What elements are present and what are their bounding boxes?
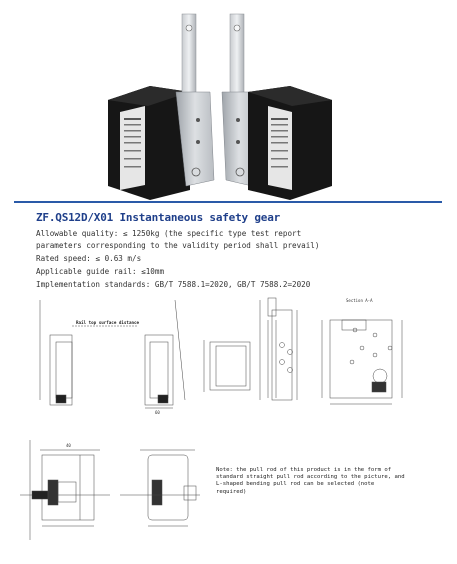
product-photo	[0, 0, 457, 200]
spec-guide-rail: Applicable guide rail: ≤10mm	[36, 267, 165, 276]
rail-top-label: Rail top surface distance	[76, 320, 140, 325]
pull-rod-note: Note: the pull rod of this product is in the form of standard straight pull rod according to the picture, and L-shaped bending pull rod can be selected (note required)	[216, 467, 405, 495]
spec-allowable-quality-cont: parameters corresponding to the validity period shall prevail)	[36, 241, 320, 250]
drawing-top-view-left	[20, 440, 110, 540]
technical-drawings	[0, 290, 457, 560]
dim-60-label: 60	[155, 410, 160, 415]
spec-rated-speed: Rated speed: ≤ 0.63 m/s	[36, 254, 142, 263]
spec-allowable-quality: Allowable quality: ≤ 1250kg (the specific type test report	[36, 229, 302, 238]
drawing-top-view-right	[120, 450, 200, 526]
drawing-section-aa	[322, 298, 402, 404]
dim-40-label: 40	[66, 443, 71, 448]
spec-standards: Implementation standards: GB/T 7588.1=2020, GB/T 7588.2=2020	[36, 280, 311, 289]
right-safety-gear-block	[248, 86, 332, 200]
drawing-front-view	[40, 300, 185, 415]
section-divider	[14, 201, 442, 203]
drawing-side-view	[204, 298, 297, 400]
section-label: Section A-A	[346, 298, 373, 303]
product-title: ZF.QS12D/X01 Instantaneous safety gear	[36, 211, 281, 224]
